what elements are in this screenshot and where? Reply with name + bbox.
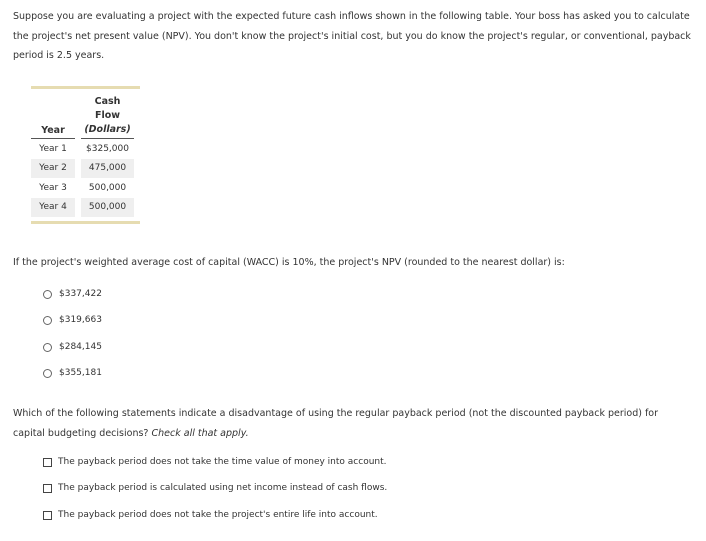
table-row <box>31 159 140 179</box>
radio-button[interactable] <box>43 369 52 378</box>
npv-option-label: $284,145 <box>59 342 102 352</box>
npv-option-4[interactable] <box>43 368 102 378</box>
radio-button[interactable] <box>43 343 52 352</box>
checkbox[interactable] <box>43 458 52 467</box>
column-header-cash-flow <box>81 95 134 139</box>
row-year: Year 2 <box>31 159 75 179</box>
payback-question-text: Which of the following statements indicate a disadvantage of using the regular payback period (not the discounted payback period) for capital budgeting decisions? <box>13 408 659 439</box>
table-header <box>31 95 140 139</box>
table-bottom-rule <box>31 221 140 224</box>
checkbox[interactable] <box>43 484 52 493</box>
row-year: Year 4 <box>31 198 75 218</box>
row-year: Year 1 <box>39 143 67 154</box>
payback-question <box>13 404 683 444</box>
payback-option-2[interactable] <box>43 483 387 493</box>
row-cash-flow: $325,000 <box>86 143 129 154</box>
row-year: Year 3 <box>39 182 67 193</box>
table-row <box>31 198 140 218</box>
intro-paragraph: Suppose you are evaluating a project with the expected future cash inflows shown in the following table. Your boss has asked you to calculate the project's net present value (NPV). You don't know the project's initial cost, but you do know the project's regular, or conventional, payback period is 2.5 years. <box>13 11 691 61</box>
payback-option-label: The payback period is calculated using net income instead of cash flows. <box>58 483 388 493</box>
row-cash-flow: 475,000 <box>81 159 134 179</box>
table-row <box>31 178 140 198</box>
npv-option-label: $337,422 <box>59 289 102 299</box>
npv-option-3[interactable] <box>43 342 102 352</box>
npv-option-2[interactable] <box>43 315 102 325</box>
npv-option-1[interactable] <box>43 289 102 299</box>
payback-question-hint: Check all that apply. <box>151 428 249 439</box>
column-header-cash-flow-unit: (Dollars) <box>81 123 134 139</box>
npv-option-label: $319,663 <box>59 315 102 325</box>
payback-option-3[interactable] <box>43 510 378 520</box>
radio-button[interactable] <box>43 316 52 325</box>
cash-flow-table <box>31 86 140 224</box>
column-header-cash-flow-label: Cash Flow <box>94 96 121 121</box>
table-row <box>31 139 140 159</box>
checkbox[interactable] <box>43 511 52 520</box>
table-top-rule <box>31 86 140 89</box>
payback-option-label: The payback period does not take the project's entire life into account. <box>58 510 378 520</box>
row-cash-flow: 500,000 <box>81 198 134 218</box>
radio-button[interactable] <box>43 290 52 299</box>
npv-question: If the project's weighted average cost of capital (WACC) is 10%, the project's NPV (rounded to the nearest dollar) is: <box>13 257 565 268</box>
row-cash-flow: 500,000 <box>88 182 127 193</box>
payback-option-label: The payback period does not take the time value of money into account. <box>58 457 387 467</box>
npv-option-label: $355,181 <box>59 368 102 378</box>
column-header-year: Year <box>31 125 75 139</box>
payback-option-1[interactable] <box>43 457 387 467</box>
